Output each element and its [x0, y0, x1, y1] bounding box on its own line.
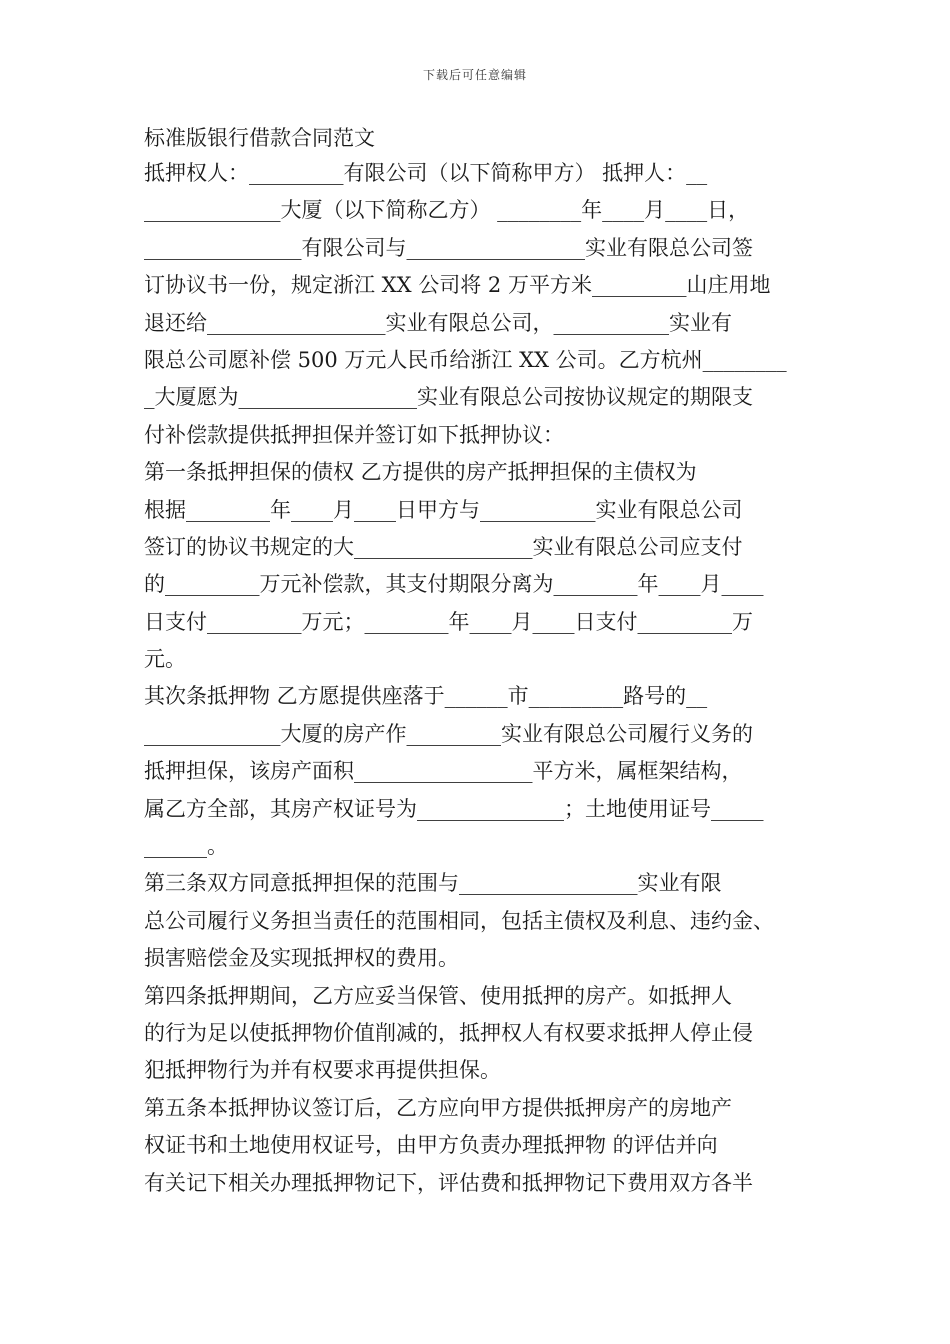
body-line: 有关记下相关办理抵押物记下，评估费和抵押物记下费用双方各半	[144, 1170, 753, 1195]
document-body	[144, 155, 834, 1202]
body-line: ______。	[144, 834, 228, 859]
document-title: 标准版银行借款合同范文	[144, 126, 375, 150]
body-line: _____________大厦（以下简称乙方） ________年____月____日，	[144, 198, 750, 223]
body-line: 抵押权人：_________有限公司（以下简称甲方） 抵押人：__	[144, 161, 708, 185]
body-line: 损害赔偿金及实现抵押权的费用。	[144, 946, 459, 971]
page-header: 下载后可任意编辑	[422, 68, 527, 82]
body-line: 元。	[144, 647, 186, 672]
body-line: 签订的协议书规定的大_________________实业有限总公司应支付	[144, 534, 743, 559]
body-line: _______________有限公司与_________________实业有限总公司签	[144, 235, 753, 260]
body-line: 第四条抵押期间，乙方应妥当保管、使用抵押的房产。如抵押人	[144, 983, 732, 1008]
body-line: _大厦愿为_________________实业有限总公司按协议规定的期限支	[144, 385, 753, 410]
body-line: 付补偿款提供抵押担保并签订如下抵押协议：	[144, 422, 564, 447]
body-line: 其次条抵押物 乙方愿提供座落于______市_________路号的__	[144, 684, 708, 709]
body-line: 犯抵押物行为并有权要求再提供担保。	[144, 1058, 501, 1083]
body-line: 退还给_________________实业有限总公司，___________实业有	[144, 310, 732, 335]
body-line: 权证书和土地使用权证号，由甲方负责办理抵押物 的评估并向	[144, 1133, 718, 1158]
body-line: 限总公司愿补偿 500 万元人民币给浙江 XX 公司。乙方杭州________	[144, 347, 787, 372]
body-line: 订协议书一份，规定浙江 XX 公司将 2 万平方米_________山庄用地	[144, 273, 771, 298]
body-line: _____________大厦的房产作_________实业有限总公司履行义务的	[144, 721, 753, 746]
body-line: 第三条双方同意抵押担保的范围与_________________实业有限	[144, 871, 722, 896]
body-line: 抵押担保，该房产面积_________________平方米，属框架结构，	[144, 759, 743, 784]
body-line: 的行为足以使抵押物价值削减的，抵押权人有权要求抵押人停止侵	[144, 1020, 753, 1045]
body-line: 的_________万元补偿款，其支付期限分离为________年____月____	[144, 572, 764, 597]
body-line: 总公司履行义务担当责任的范围相同，包括主债权及利息、违约金、	[144, 908, 774, 933]
body-line: 第五条本抵押协议签订后，乙方应向甲方提供抵押房产的房地产	[144, 1095, 732, 1120]
body-line: 根据________年____月____日甲方与___________实业有限总公司	[144, 497, 743, 522]
body-line: 第一条抵押担保的债权 乙方提供的房产抵押担保的主债权为	[144, 460, 697, 485]
body-line: 属乙方全部，其房产权证号为______________；土地使用证号_____	[144, 796, 764, 821]
body-line: 日支付_________万元；________年____月____日支付_________万	[144, 609, 753, 634]
